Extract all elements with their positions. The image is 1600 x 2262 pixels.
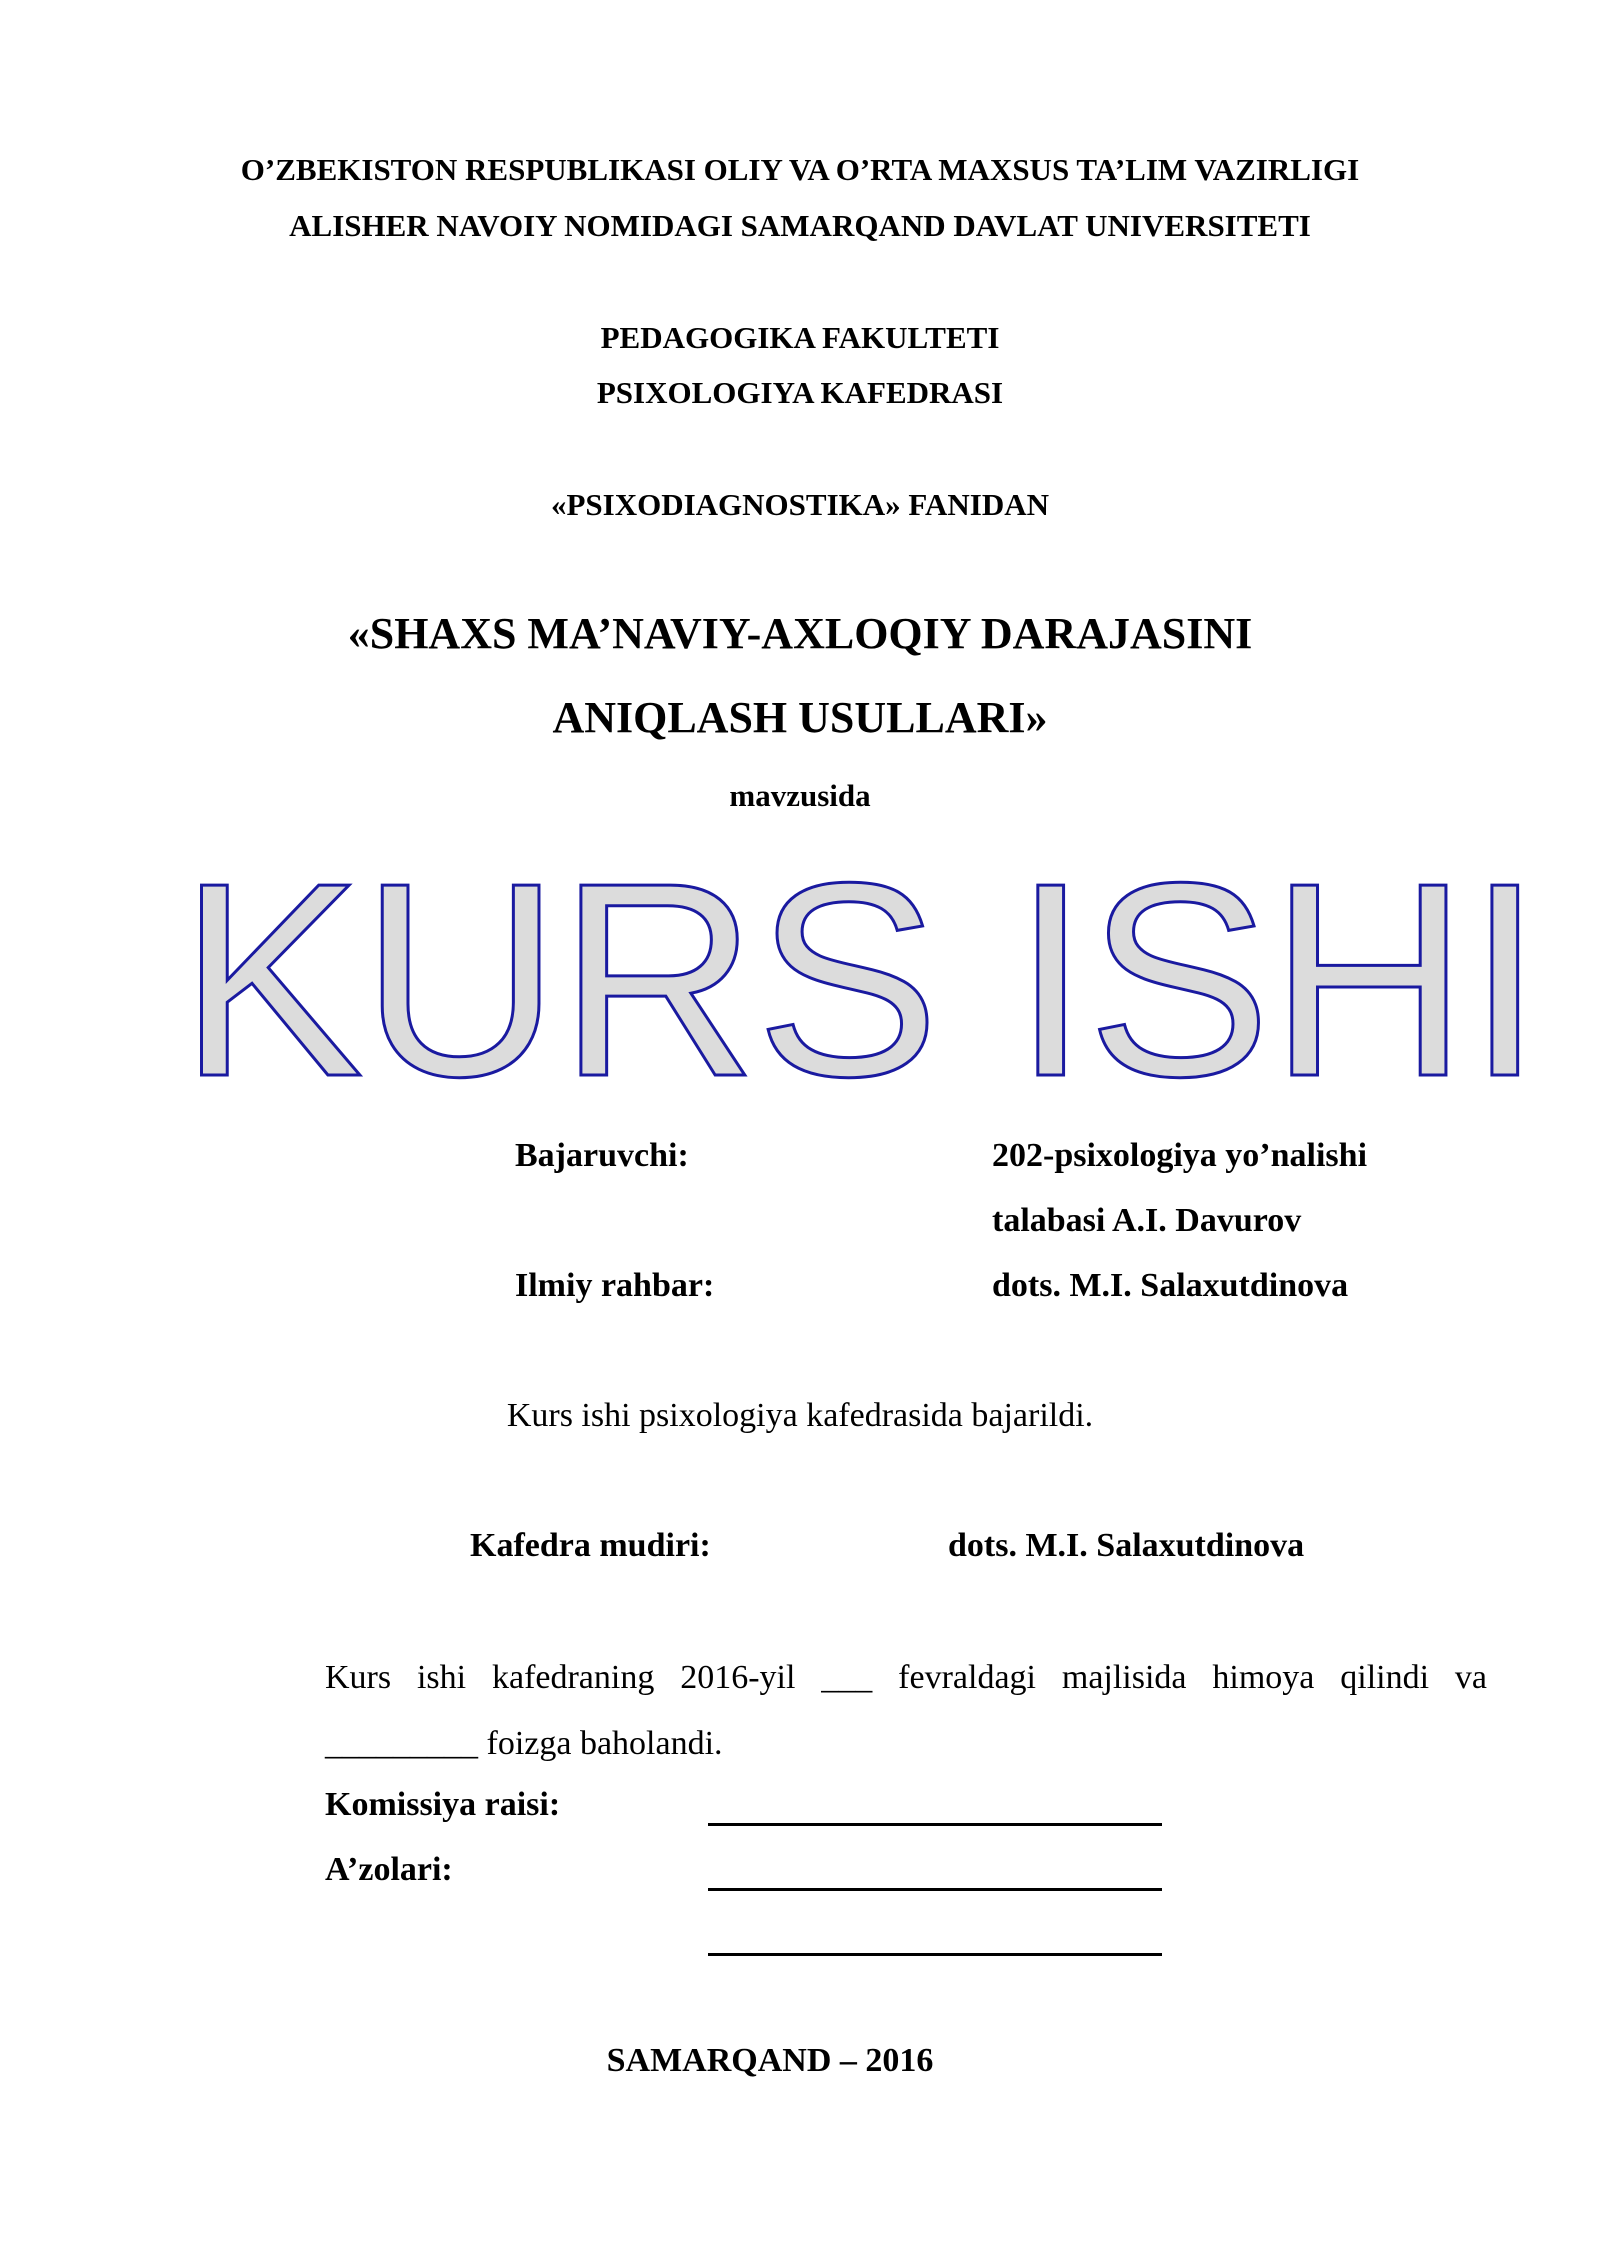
subject-heading: «PSIXODIAGNOSTIKA» FANIDAN: [550, 487, 1050, 522]
performer-value-line-1: 202-psixologiya yo’nalishi: [992, 1137, 1368, 1174]
supervisor-value: dots. M.I. Salaxutdinova: [992, 1267, 1349, 1304]
completed-note: Kurs ishi psixologiya kafedrasida bajarildi.: [506, 1397, 1094, 1434]
topic-line-1: «SHAXS MA’NAVIY-AXLOQIY DARAJASINI: [347, 609, 1253, 658]
supervisor-label: Ilmiy rahbar:: [515, 1267, 715, 1304]
member-signature-line-2: [708, 1953, 1162, 1956]
department-heading: PSIXOLOGIYA KAFEDRASI: [596, 375, 1004, 410]
performer-value-line-2: talabasi A.I. Davurov: [992, 1202, 1302, 1239]
head-value: dots. M.I. Salaxutdinova: [948, 1527, 1305, 1564]
work-type-title: KURS ISHI: [178, 826, 1542, 1134]
faculty-heading: PEDAGOGIKA FAKULTETI: [600, 320, 1000, 355]
commission-members-label: A’zolari:: [325, 1851, 453, 1888]
defense-paragraph: Kurs ishi kafedraning 2016-yil ___ fevraldagi majlisida himoya qilindi va _________ foizga baholandi.: [325, 1659, 1487, 1762]
city-year-footer: SAMARQAND – 2016: [606, 2042, 934, 2079]
member-signature-line-1: [708, 1888, 1162, 1891]
university-heading: ALISHER NAVOIY NOMIDAGI SAMARQAND DAVLAT UNIVERSITETI: [289, 208, 1311, 243]
topic-suffix: mavzusida: [729, 778, 871, 813]
topic-line-2: ANIQLASH USULLARI»: [552, 693, 1048, 742]
chair-signature-line: [708, 1823, 1162, 1826]
commission-chair-label: Komissiya raisi:: [325, 1786, 561, 1823]
performer-label: Bajaruvchi:: [515, 1137, 689, 1174]
ministry-heading: O’ZBEKISTON RESPUBLIKASI OLIY VA O’RTA MAXSUS TA’LIM VAZIRLIGI: [240, 152, 1360, 187]
head-label: Kafedra mudiri:: [470, 1527, 711, 1564]
